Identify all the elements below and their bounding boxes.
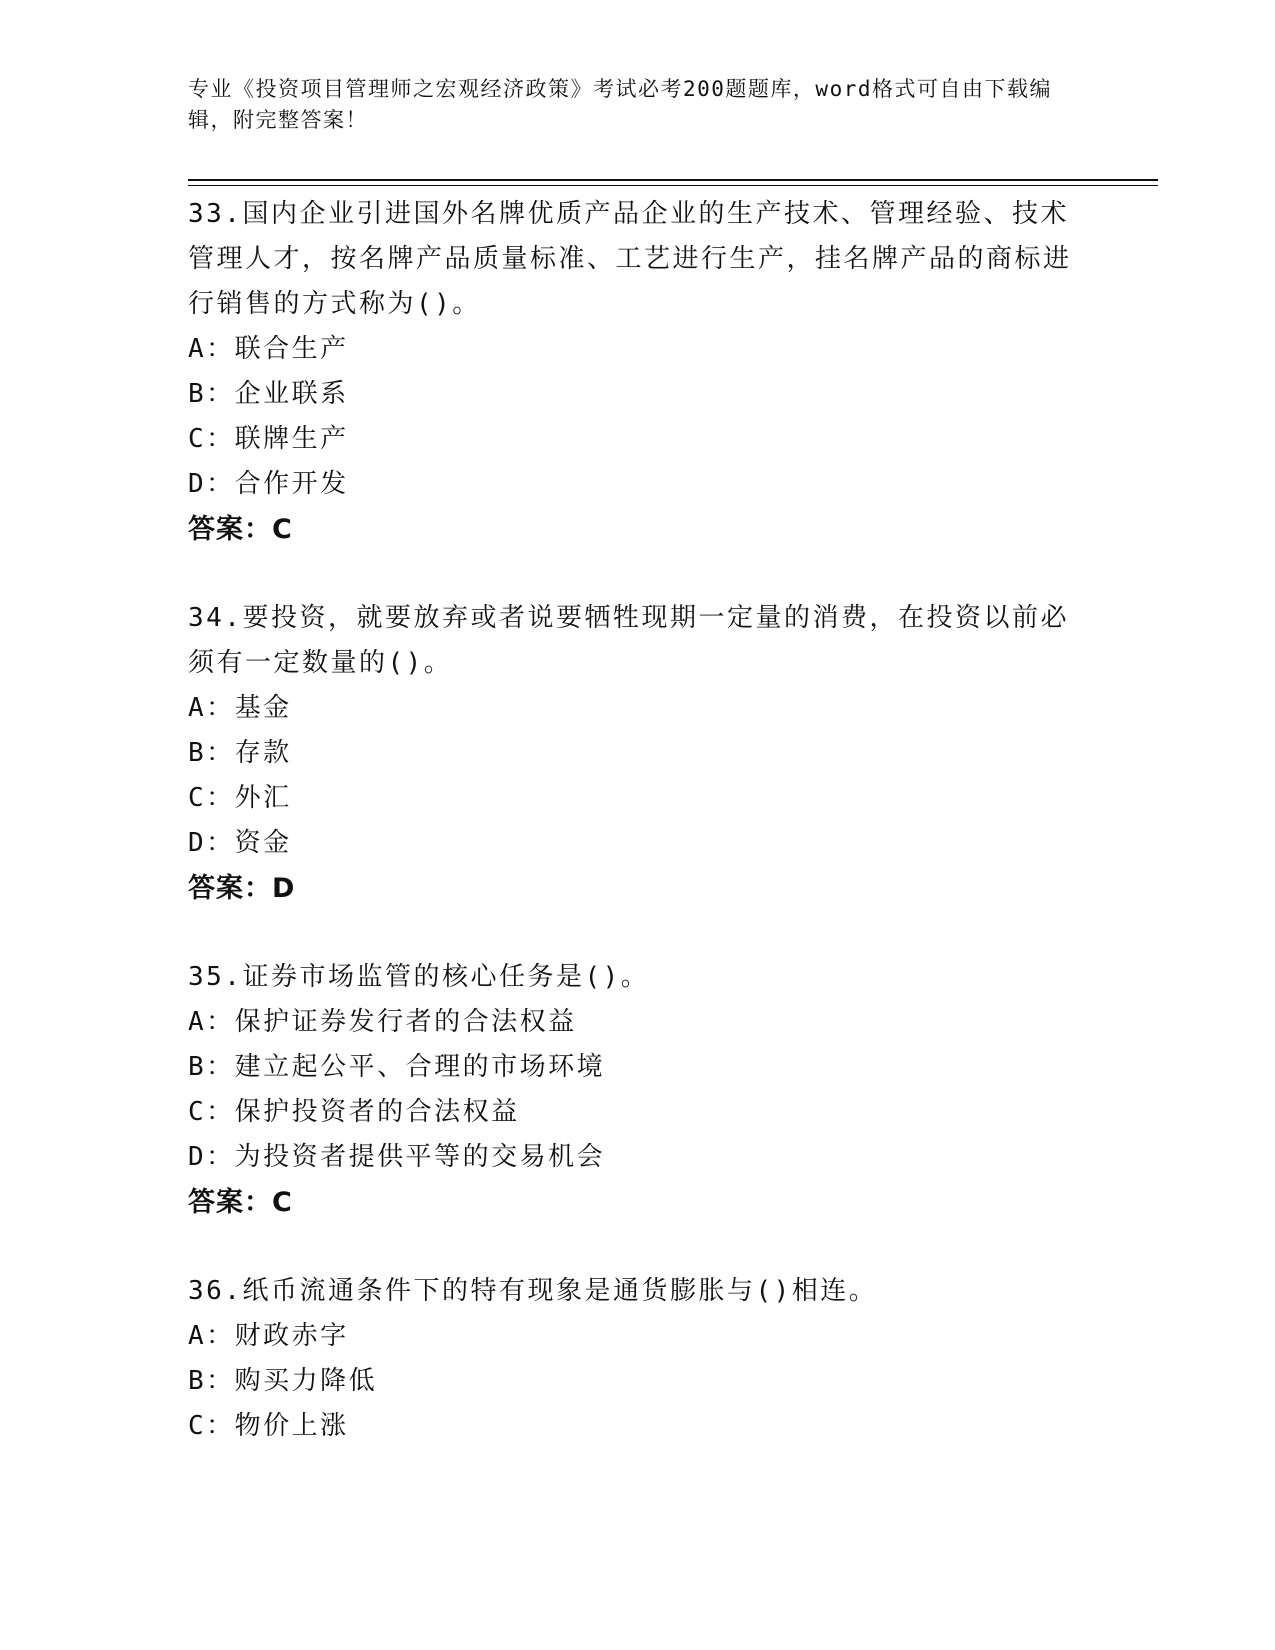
option-c: C：物价上涨 [188, 1411, 349, 1441]
option-c: C：联牌生产 [188, 424, 349, 454]
header-divider-thin [188, 185, 1158, 186]
header-divider-thick [188, 179, 1158, 181]
option-d: D：合作开发 [188, 469, 349, 499]
option-b: B：购买力降低 [188, 1366, 378, 1396]
question-36 [188, 1269, 1088, 1449]
question-stem: 35.证券市场监管的核心任务是()。 [188, 962, 650, 992]
question-stem: 33.国内企业引进国外名牌优质产品企业的生产技术、管理经验、技术管理人才，按名牌产品质量标准、工艺进行生产，挂名牌产品的商标进行销售的方式称为()。 [188, 199, 1072, 319]
option-c: C：保护投资者的合法权益 [188, 1097, 520, 1127]
option-c: C：外汇 [188, 783, 292, 813]
question-34 [188, 596, 1088, 911]
option-a: A：财政赤字 [188, 1321, 349, 1351]
question-list [188, 192, 1088, 1449]
option-a: A：保护证券发行者的合法权益 [188, 1007, 577, 1037]
option-b: B：企业联系 [188, 379, 349, 409]
answer-line: 答案：C [188, 1187, 293, 1218]
answer-line: 答案：D [188, 873, 296, 904]
document-intro: 专业《投资项目管理师之宏观经济政策》考试必考200题题库，word格式可自由下载编辑，附完整答案！ [188, 77, 1052, 132]
answer-line: 答案：C [188, 514, 293, 545]
option-b: B：建立起公平、合理的市场环境 [188, 1052, 606, 1082]
option-d: D：为投资者提供平等的交易机会 [188, 1142, 606, 1172]
question-stem: 36.纸币流通条件下的特有现象是通货膨胀与()相连。 [188, 1276, 878, 1306]
option-d: D：资金 [188, 828, 292, 858]
option-a: A：联合生产 [188, 334, 349, 364]
question-33 [188, 192, 1088, 552]
option-b: B：存款 [188, 738, 292, 768]
question-stem: 34.要投资，就要放弃或者说要牺牲现期一定量的消费，在投资以前必须有一定数量的()。 [188, 603, 1069, 678]
question-35 [188, 955, 1088, 1225]
option-a: A：基金 [188, 693, 292, 723]
